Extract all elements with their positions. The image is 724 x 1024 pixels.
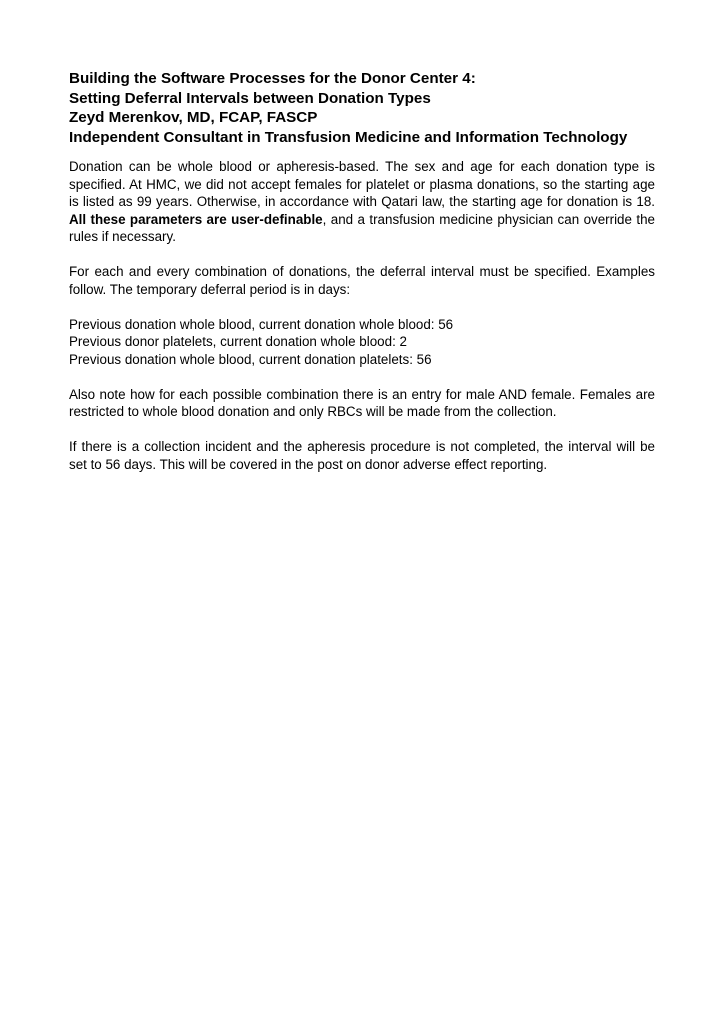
paragraph-sex-entries: Also note how for each possible combination there is an entry for male AND female. Females are restricted to whole blood donation and only RBCs will be made from the collection. <box>69 386 655 419</box>
document-page <box>69 69 655 473</box>
example-item: Previous donation whole blood, current donation whole blood: 56 <box>69 316 454 332</box>
title-block <box>69 69 655 147</box>
paragraph-donation-types <box>69 158 655 246</box>
example-item: Previous donor platelets, current donation whole blood: 2 <box>69 334 407 349</box>
document-subtitle: Setting Deferral Intervals between Donation Types <box>69 89 431 107</box>
paragraph-collection-incident: If there is a collection incident and the apheresis procedure is not completed, the interval will be set to 56 days. This will be covered in the post on donor adverse effect reporting. <box>69 439 655 472</box>
paragraph-gap <box>69 298 655 316</box>
paragraph-gap <box>69 246 655 264</box>
paragraph-text: , and a transfusion medicine physician can override the rules if necessary. <box>69 211 655 244</box>
paragraph-text: Donation can be whole blood or apheresis-based. The sex and age for each donation type is specified. At HMC, we did not accept females for platelet or plasma donations, so the starting age is listed as 99 years. Otherwise, in accordance with Qatari law, the starting age for donation is 18. <box>69 159 655 209</box>
examples-list <box>69 316 655 369</box>
example-item: Previous donation whole blood, current donation platelets: 56 <box>69 351 432 367</box>
paragraph-gap <box>69 368 655 386</box>
paragraph-gap <box>69 421 655 439</box>
author-line: Zeyd Merenkov, MD, FCAP, FASCP <box>69 109 318 126</box>
document-title: Building the Software Processes for the Donor Center 4: <box>69 70 476 87</box>
bold-emphasis: All these parameters are user-definable <box>69 211 323 227</box>
paragraph-deferral-intervals: For each and every combination of donations, the deferral interval must be specified. Examples follow. The temporary deferral period is in days: <box>69 264 655 297</box>
author-affiliation: Independent Consultant in Transfusion Medicine and Information Technology <box>69 128 628 146</box>
